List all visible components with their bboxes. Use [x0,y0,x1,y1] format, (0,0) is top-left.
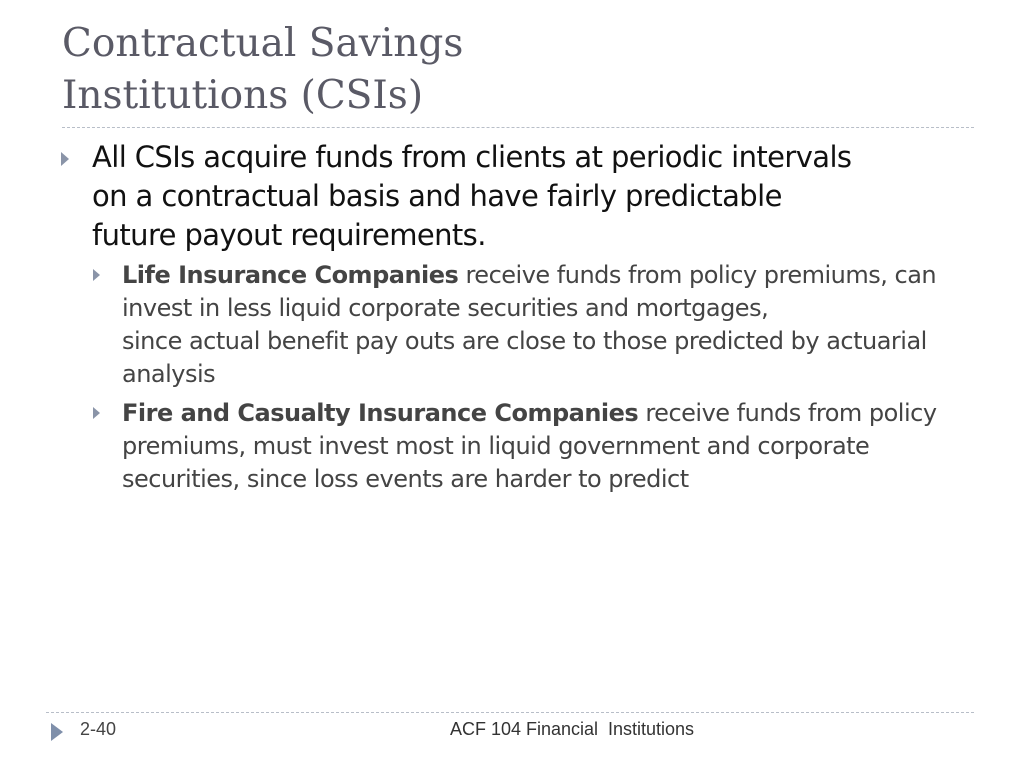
sub-bullet-body: receive funds from policy premiums, can invest in less liquid corporate securities and mortgages, [122,261,937,322]
slide-content [60,138,960,502]
sub-bullet-text [122,259,960,391]
sub-bullet-body: receive funds from policy premiums, must invest most in liquid government and corporate securities, since loss events are harder to predict [122,399,937,493]
sub-bullet-life-insurance [92,259,960,391]
sub-bullet-heading: Life Insurance Companies [122,261,459,289]
sub-bullet-body-continued: since actual benefit pay outs are close to those predicted by actuarial analysis [122,327,927,388]
main-bullet [60,138,960,255]
page-number: 2-40 [80,719,117,739]
footer-course-title: ACF 104 Financial Institutions [449,719,695,739]
sub-bullet-fire-casualty [92,397,960,496]
title-divider [62,127,974,128]
slide-title-line1: Contractual Savings [62,21,464,66]
footer-divider [46,712,974,713]
slide-title-line2: Institutions (CSIs) [62,73,424,118]
sub-bullet-text [122,397,960,496]
triangle-right-icon [92,259,122,287]
triangle-right-icon [92,397,122,425]
sub-bullet-heading: Fire and Casualty Insurance Companies [122,399,639,427]
main-bullet-text: All CSIs acquire funds from clients at periodic intervals on a contractual basis and have fairly predictable future payout requirements. [92,140,852,252]
sub-bullet-list [92,259,960,496]
slide-title [62,18,962,122]
triangle-right-icon [60,138,92,172]
